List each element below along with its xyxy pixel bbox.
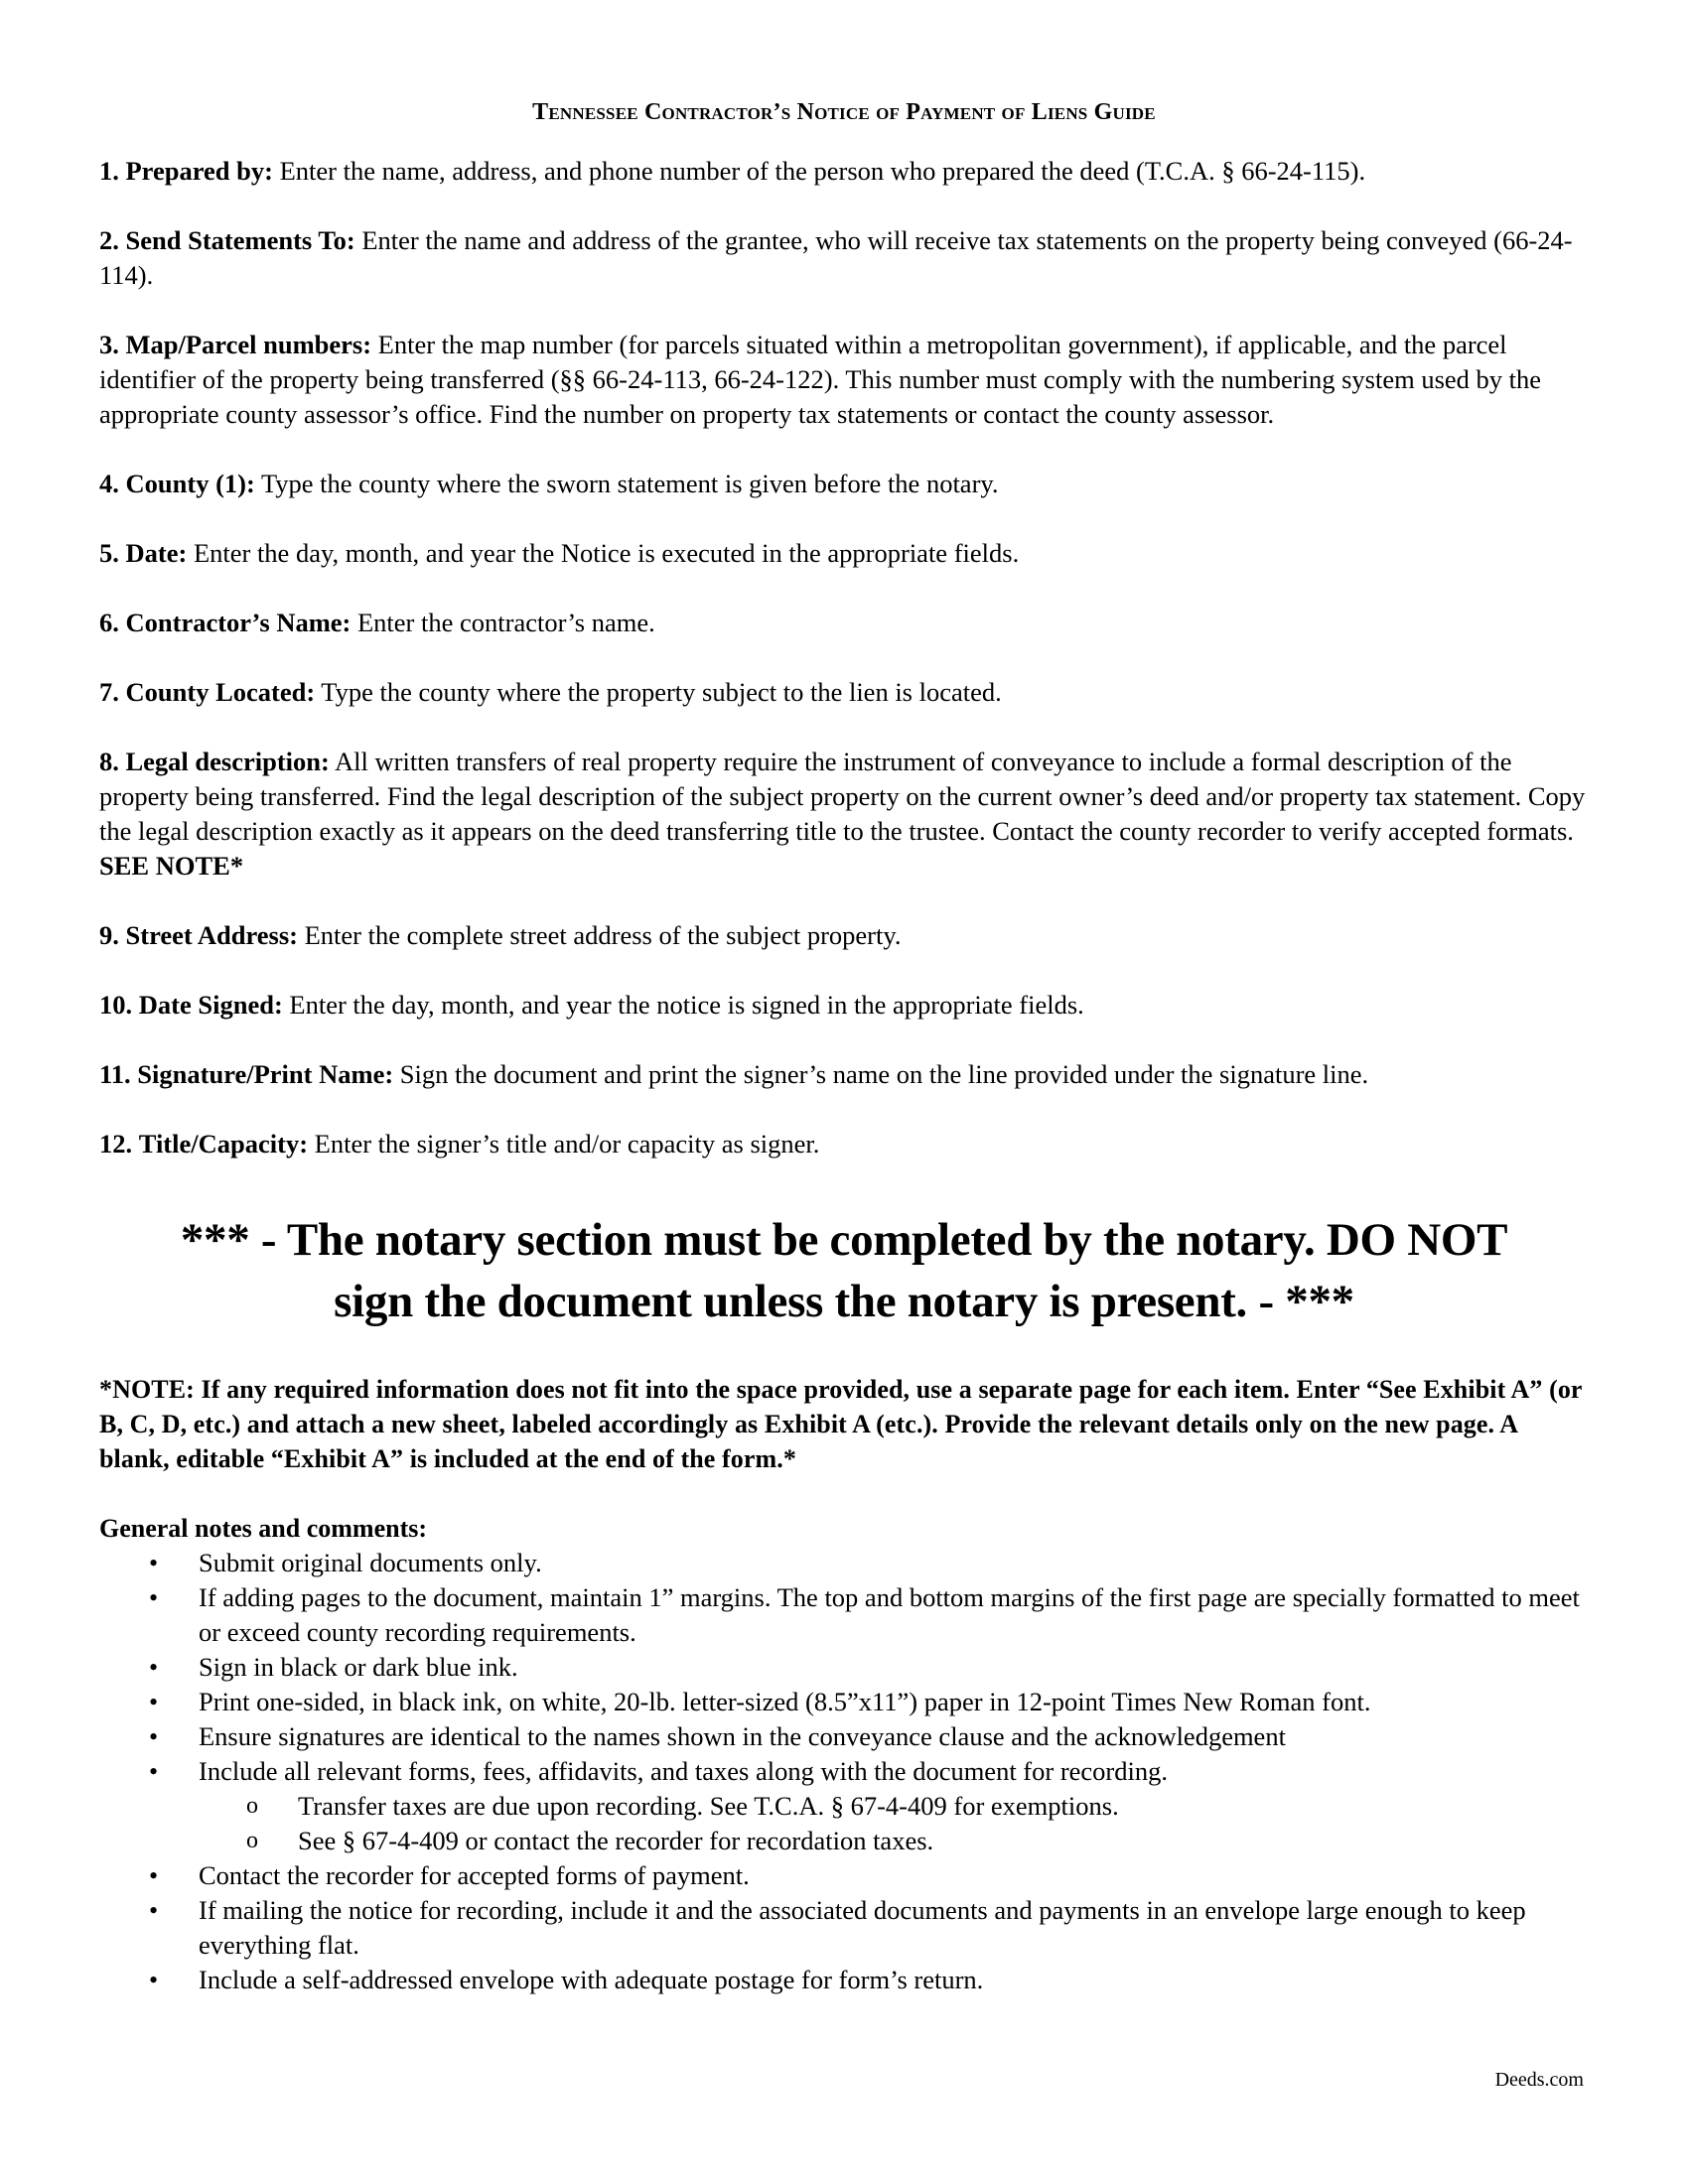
guide-item [99,1127,1589,1161]
item-number: 4. [99,469,119,498]
item-label: Contractor’s Name: [125,608,352,637]
sub-bullet-icon: o [246,1828,258,1853]
list-item-text: Include a self-addressed envelope with adequate postage for form’s return. [199,1965,984,1994]
item-number: 11. [99,1059,131,1089]
item-number: 5. [99,538,119,568]
list-item [99,1719,1589,1754]
item-text: All written transfers of real property require the instrument of conveyance to include a formal description of the property being transferred. Find the legal description of the subject property on the current owner’s deed and/or property tax statement. Copy the legal description exactly as it appears on the deed transferring title to the trustee. Contact the county recorder to verify accepted formats. [99,747,1586,846]
bullet-icon: • [149,1722,159,1751]
see-note-reference: SEE NOTE* [99,851,244,881]
guide-item [99,918,1589,953]
item-text: Enter the contractor’s name. [351,608,655,637]
sub-bullet-icon: o [246,1793,258,1819]
general-notes-heading: General notes and comments: [99,1514,428,1543]
list-item [99,1963,1589,1997]
notary-warning-line-2: sign the document unless the notary is present. - *** [334,1276,1354,1327]
list-item-text: Contact the recorder for accepted forms of payment. [199,1860,750,1890]
bullet-icon: • [149,1549,159,1577]
item-text: Type the county where the property subject to the lien is located. [315,677,1002,707]
notary-warning-line-1: *** - The notary section must be completed by the notary. DO NOT [180,1214,1508,1266]
item-number: 8. [99,747,119,776]
sub-list-item [99,1824,1589,1858]
guide-item [99,1057,1589,1092]
item-label: Signature/Print Name: [137,1059,394,1089]
list-item-text: Sign in black or dark blue ink. [199,1652,518,1682]
guide-item [99,223,1589,293]
item-label: Prepared by: [125,156,273,186]
guide-item [99,467,1589,501]
guide-item [99,606,1589,640]
bullet-icon: • [149,1861,159,1890]
general-notes-list [99,1546,1589,1789]
list-item-text: Ensure signatures are identical to the names shown in the conveyance clause and the acknowledgement [199,1721,1286,1751]
list-item-text: Include all relevant forms, fees, affidavits, and taxes along with the document for recording. [199,1756,1168,1786]
item-number: 1. [99,156,119,186]
guide-item [99,988,1589,1023]
list-item [99,1580,1589,1650]
list-item [99,1893,1589,1963]
item-text: Enter the signer’s title and/or capacity as signer. [308,1129,820,1159]
bullet-icon: • [149,1757,159,1786]
bullet-icon: • [149,1688,159,1716]
item-number: 12. [99,1129,133,1159]
general-notes-list-continued [99,1858,1589,1997]
guide-item [99,328,1589,432]
bullet-icon: • [149,1896,159,1925]
item-label: County Located: [125,677,316,707]
item-text: Enter the complete street address of the subject property. [297,920,902,950]
list-item-text: If mailing the notice for recording, include it and the associated documents and payments in an envelope large enough to keep everything flat. [199,1895,1526,1960]
list-item-text: If adding pages to the document, maintain 1” margins. The top and bottom margins of the first page are specially formatted to meet or exceed county recording requirements. [199,1582,1580,1647]
item-number: 9. [99,920,119,950]
list-item [99,1754,1589,1789]
sub-notes-list [99,1789,1589,1858]
item-text: Enter the name, address, and phone number of the person who prepared the deed (T.C.A. § 66-24-115). [272,156,1366,186]
guide-item [99,675,1589,710]
item-label: County (1): [125,469,255,498]
page-title: Tennessee Contractor’s Notice of Payment of Liens Guide [532,99,1156,125]
guide-item [99,154,1589,189]
item-text: Enter the name and address of the grantee, who will receive tax statements on the property being conveyed (66-24-114). [99,225,1573,290]
item-number: 10. [99,990,133,1020]
list-item [99,1858,1589,1893]
item-label: Date: [125,538,188,568]
sub-list-item-text: Transfer taxes are due upon recording. See T.C.A. § 67-4-409 for exemptions. [298,1791,1119,1821]
item-number: 7. [99,677,119,707]
exhibit-note: *NOTE: If any required information does not fit into the space provided, use a separate page for each item. Enter “See Exhibit A” (or B, C, D, etc.) and attach a new sheet, labeled accordingly as Exhibit A (etc.). Provide the relevant details only on the new page. A blank, editable “Exhibit A” is included at the end of the form.* [99,1375,1583,1473]
bullet-icon: • [149,1583,159,1612]
list-item [99,1685,1589,1719]
notary-warning [99,1209,1589,1332]
item-label: Map/Parcel numbers: [125,330,372,359]
guide-item [99,536,1589,571]
item-number: 3. [99,330,119,359]
item-label: Title/Capacity: [138,1129,309,1159]
item-text: Sign the document and print the signer’s name on the line provided under the signature line. [393,1059,1369,1089]
item-text: Enter the day, month, and year the notice is signed in the appropriate fields. [282,990,1084,1020]
item-label: Street Address: [125,920,298,950]
bullet-icon: • [149,1966,159,1994]
document-page [99,99,1589,1997]
item-text: Enter the day, month, and year the Notice is executed in the appropriate fields. [187,538,1020,568]
list-item-text: Submit original documents only. [199,1548,542,1577]
item-label: Date Signed: [138,990,283,1020]
sub-list-item [99,1789,1589,1824]
list-item-text: Print one-sided, in black ink, on white, 20-lb. letter-sized (8.5”x11”) paper in 12-point Times New Roman font. [199,1687,1371,1716]
list-item [99,1546,1589,1580]
footer-brand: Deeds.com [1494,2069,1584,2091]
item-text: Type the county where the sworn statement is given before the notary. [254,469,999,498]
item-number: 6. [99,608,119,637]
sub-list-item-text: See § 67-4-409 or contact the recorder for recordation taxes. [298,1826,934,1855]
item-label: Legal description: [125,747,330,776]
guide-item [99,745,1589,884]
bullet-icon: • [149,1653,159,1682]
item-label: Send Statements To: [125,225,355,255]
item-text: Enter the map number (for parcels situated within a metropolitan government), if applicable, and the parcel identifier of the property being transferred (§§ 66-24-113, 66-24-122). This number must comply with the numbering system used by the appropriate county assessor’s office. Find the number on property tax statements or contact the county assessor. [99,330,1542,429]
item-number: 2. [99,225,119,255]
list-item [99,1650,1589,1685]
